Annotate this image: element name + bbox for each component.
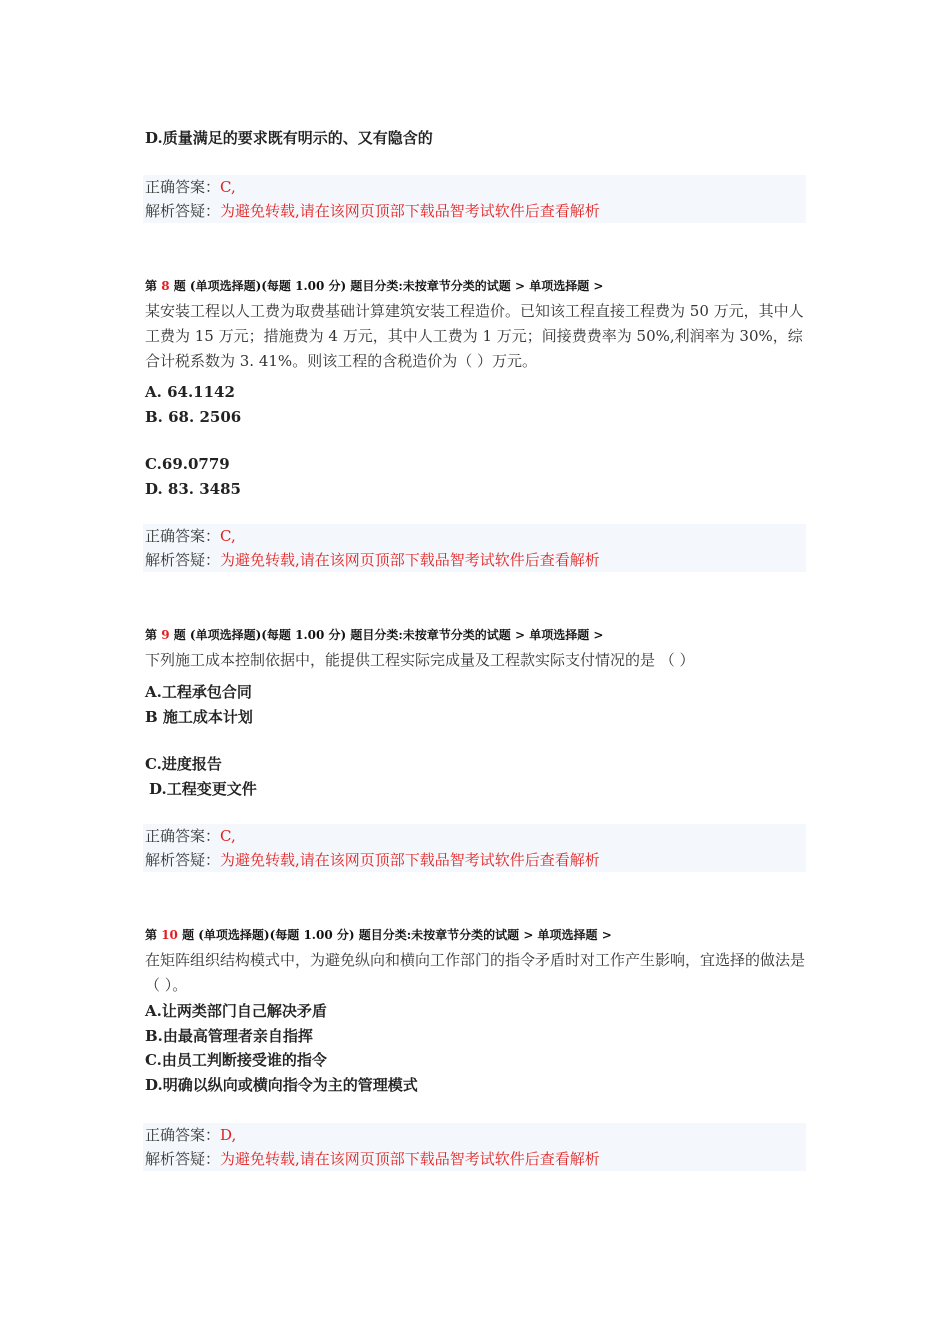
answer-value: C,: [220, 527, 236, 545]
question-header: 第 9 题 (单项选择题)(每题 1.00 分) 题目分类:未按章节分类的试题 > 单项选择题 >: [145, 628, 604, 642]
option-c: C.69.0779: [145, 455, 230, 473]
analysis-label: 解析答疑：: [145, 1150, 221, 1168]
question-number: 8: [161, 279, 170, 293]
analysis-label: 解析答疑：: [145, 851, 221, 869]
question-header: 第 8 题 (单项选择题)(每题 1.00 分) 题目分类:未按章节分类的试题 > 单项选择题 >: [145, 279, 604, 293]
analysis-link[interactable]: 为避免转载,请在该网页顶部下载品智考试软件后查看解析: [220, 851, 600, 869]
answer-value: D,: [220, 1126, 237, 1144]
analysis-label: 解析答疑：: [145, 551, 221, 569]
option-d: D.质量满足的要求既有明示的、又有隐含的: [145, 129, 433, 147]
answer-box: [143, 175, 806, 223]
question-header: 第 10 题 (单项选择题)(每题 1.00 分) 题目分类:未按章节分类的试题 > 单项选择题 >: [145, 928, 612, 942]
question-stem: 某安装工程以人工费为取费基础计算建筑安装工程造价。已知该工程直接工程费为 50 万元，其中人工费为 15 万元；措施费为 4 万元，其中人工费为 1 万元；间接费费率为 50%,利润率为 30%，综合计税系数为 3. 41%。则该工程的含税造价为（ ）万元。: [145, 302, 804, 370]
answer-label: 正确答案：: [145, 178, 221, 196]
analysis-label: 解析答疑：: [145, 202, 221, 220]
option-c: C.由员工判断接受谁的指令: [145, 1051, 327, 1069]
answer-box: [143, 524, 806, 572]
analysis-link[interactable]: 为避免转载,请在该网页顶部下载品智考试软件后查看解析: [220, 551, 600, 569]
answer-box: [143, 1123, 806, 1171]
option-d: D.工程变更文件: [149, 780, 257, 798]
answer-value: C,: [220, 827, 236, 845]
option-b: B. 68. 2506: [145, 408, 242, 426]
option-a: A.工程承包合同: [145, 683, 252, 701]
option-a: A. 64.1142: [145, 383, 235, 401]
answer-label: 正确答案：: [145, 527, 221, 545]
question-stem: 下列施工成本控制依据中，能提供工程实际完成量及工程款实际支付情况的是 （ ）: [145, 651, 695, 669]
question-number: 10: [161, 928, 178, 942]
option-d: D.明确以纵向或横向指令为主的管理模式: [145, 1076, 418, 1094]
answer-label: 正确答案：: [145, 827, 221, 845]
option-c: C.进度报告: [145, 755, 222, 773]
answer-value: C,: [220, 178, 236, 196]
option-a: A.让两类部门自己解决矛盾: [145, 1002, 327, 1020]
option-d: D. 83. 3485: [145, 480, 241, 498]
option-b: B.由最高管理者亲自指挥: [145, 1027, 313, 1045]
answer-box: [143, 824, 806, 872]
answer-label: 正确答案：: [145, 1126, 221, 1144]
question-stem: 在矩阵组织结构模式中，为避免纵向和横向工作部门的指令矛盾时对工作产生影响，宜选择的做法是（ ）。: [145, 951, 806, 994]
question-number: 9: [161, 628, 170, 642]
analysis-link[interactable]: 为避免转载,请在该网页顶部下载品智考试软件后查看解析: [220, 1150, 600, 1168]
option-b: B 施工成本计划: [145, 708, 253, 726]
analysis-link[interactable]: 为避免转载,请在该网页顶部下载品智考试软件后查看解析: [220, 202, 600, 220]
